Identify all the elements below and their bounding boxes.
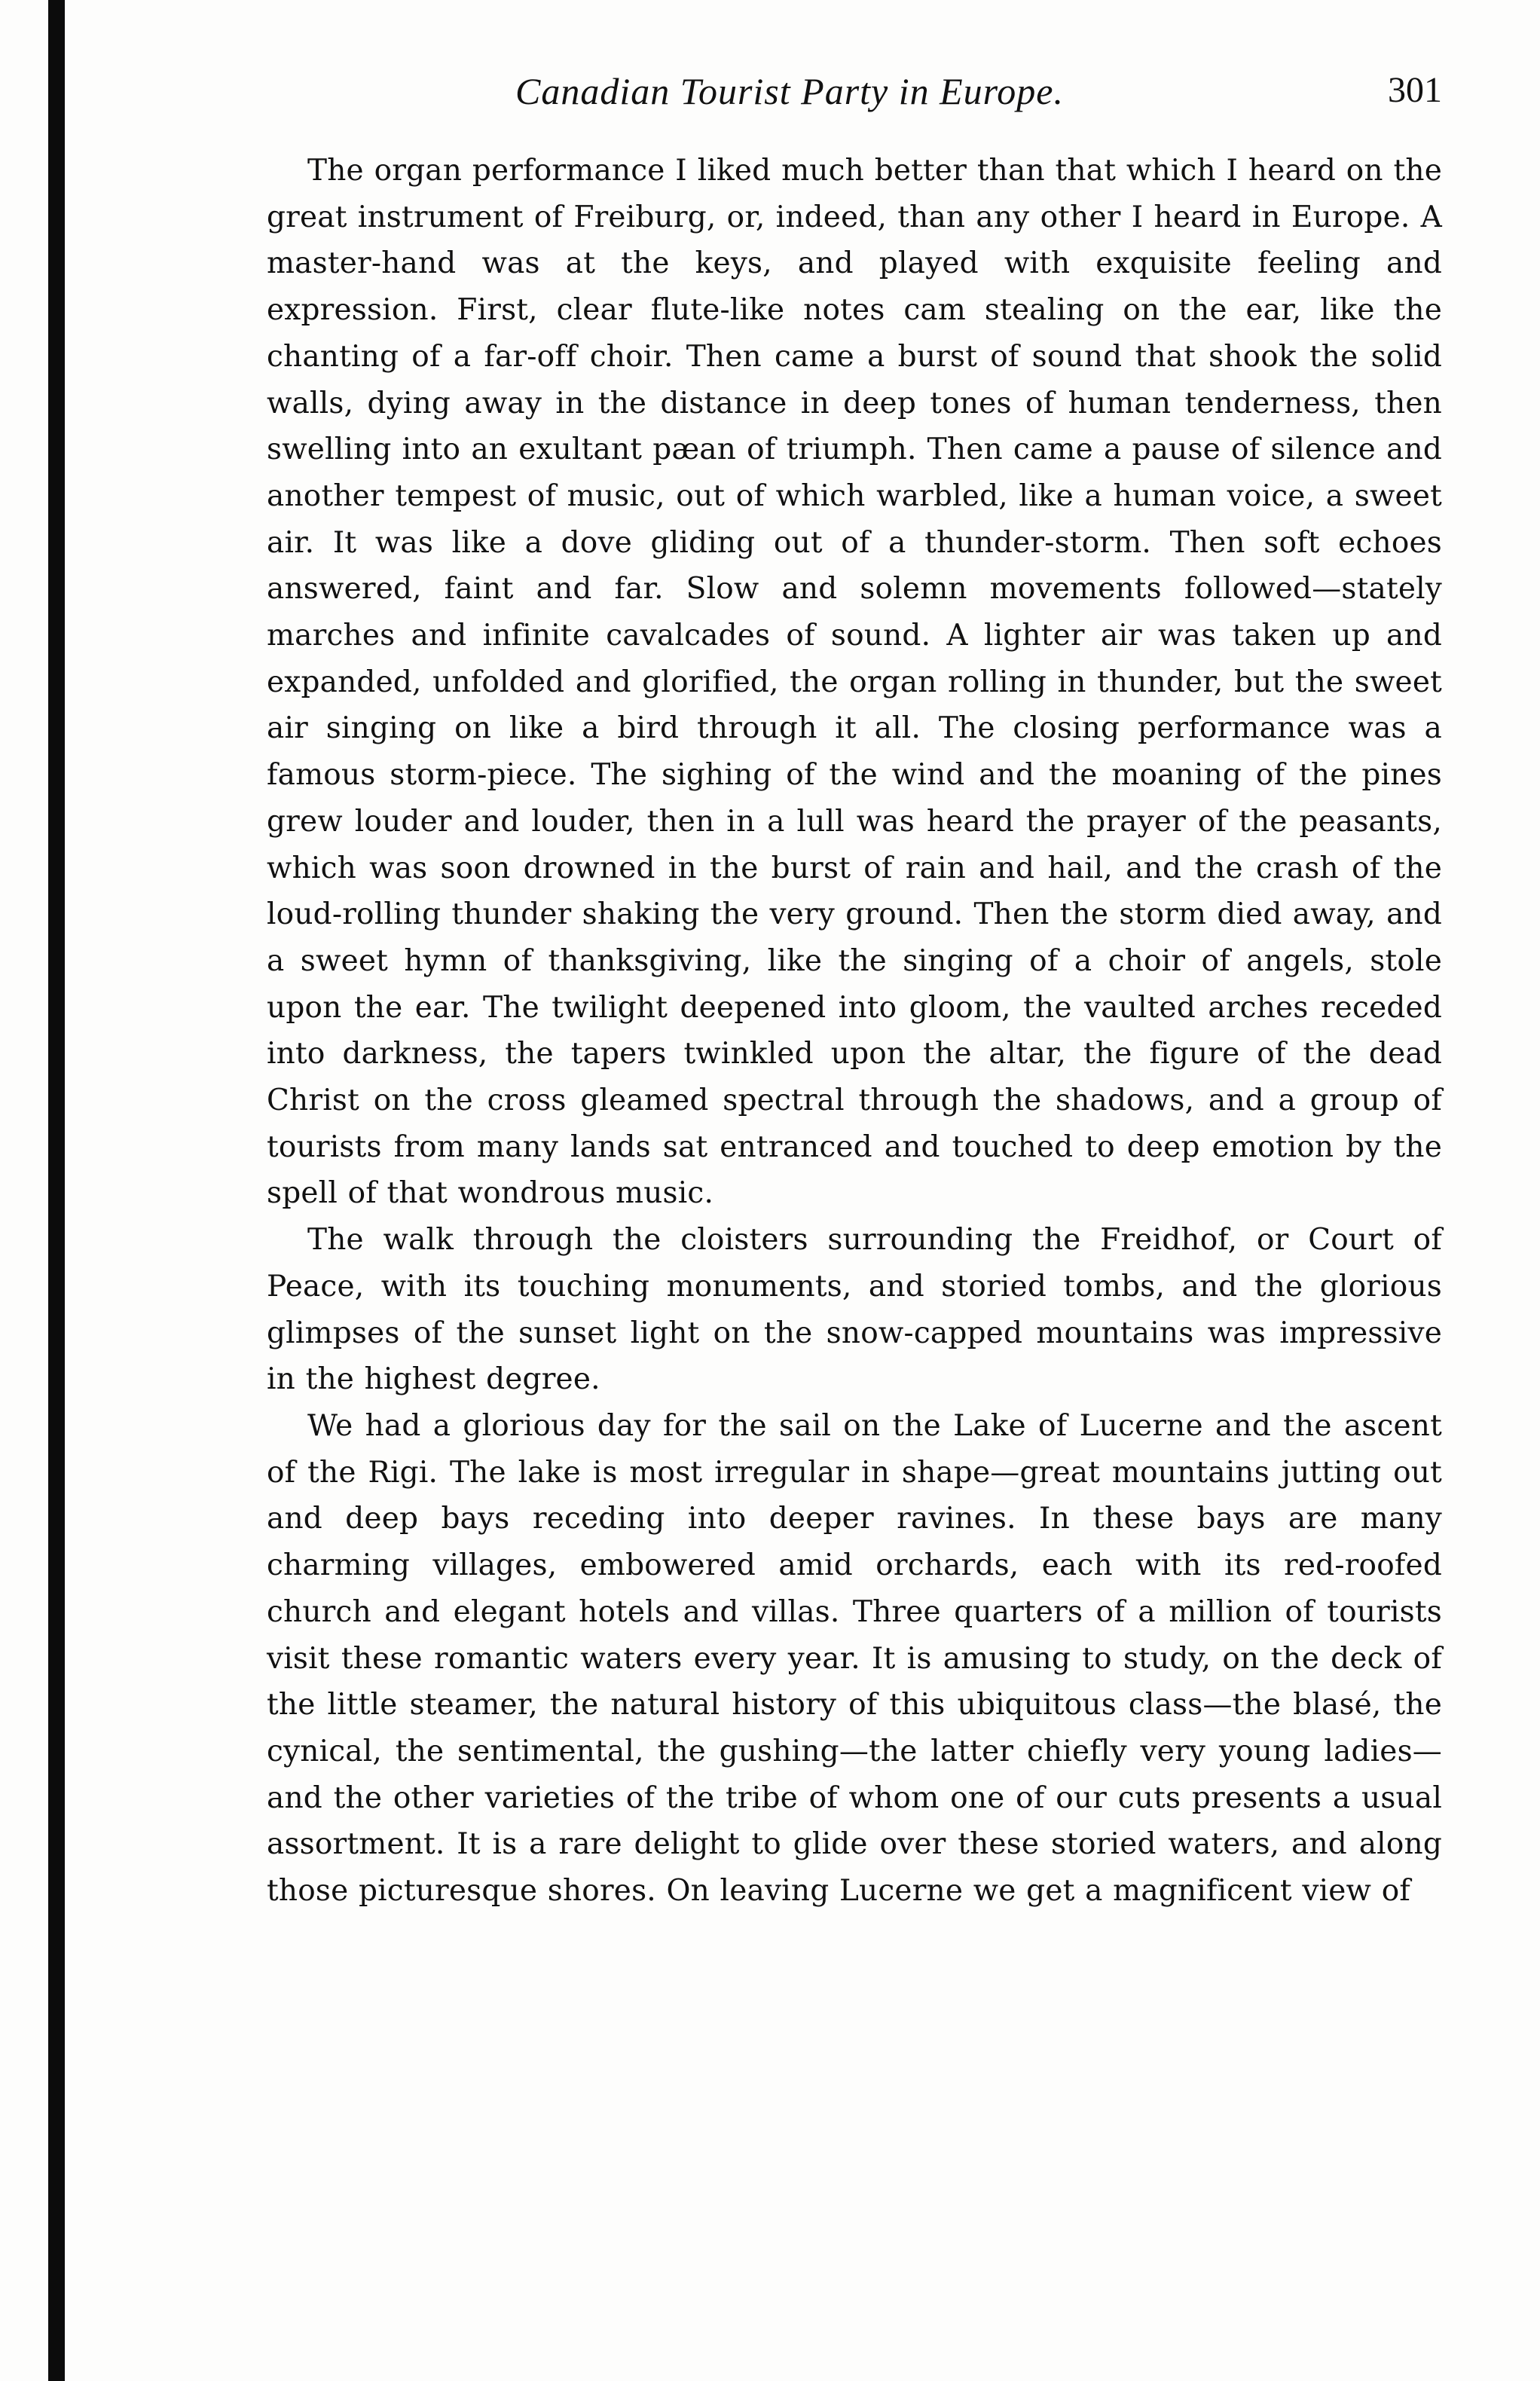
body-text <box>267 148 1442 1915</box>
binding-edge <box>48 0 65 2381</box>
running-title: Canadian Tourist Party in Europe. <box>515 70 1064 112</box>
paragraph-cloisters-walk: The walk through the cloisters surrounding the Freidhof, or Court of Peace, with its touching monuments, and storied tombs, and the glorious glimpses of the sunset light on the snow-capped mountains was impressive in the highest degree. <box>267 1223 1442 1397</box>
page-header <box>264 69 1442 115</box>
paragraph-organ-performance: The organ performance I liked much better than that which I heard on the great instrument of Freiburg, or, indeed, than any other I heard in Europe. A master-hand was at the keys, and played with exquisite feeling and expression. First, clear flute-like notes cam stealing on the ear, like the chanting of a far-off choir. Then came a burst of sound that shook the solid walls, dying away in the distance in deep tones of human tenderness, then swelling into an exultant pæan of triumph. Then came a pause of silence and another tempest of music, out of which warbled, like a human voice, a sweet air. It was like a dove gliding out of a thunder-storm. Then soft echoes answered, faint and far. Slow and solemn movements followed—stately marches and infinite cavalcades of sound. A lighter air was taken up and expanded, unfolded and glorified, the organ rolling in thunder, but the sweet air singing on like a bird through it all. The closing performance was a famous storm-piece. The sighing of the wind and the moaning of the pines grew louder and louder, then in a lull was heard the prayer of the peasants, which was soon drowned in the burst of rain and hail, and the crash of the loud-rolling thunder shaking the very ground. Then the storm died away, and a sweet hymn of thanksgiving, like the singing of a choir of angels, stole upon the ear. The twilight deepened into gloom, the vaulted arches receded into darkness, the tapers twinkled upon the altar, the figure of the dead Christ on the cross gleamed spectral through the shadows, and a group of tourists from many lands sat entranced and touched to deep emotion by the spell of that wondrous music. <box>267 154 1442 1211</box>
page-number: 301 <box>1388 70 1442 110</box>
paragraph-lake-lucerne: We had a glorious day for the sail on the Lake of Lucerne and the ascent of the Rigi. The lake is most irregular in shape—great mountains jutting out and deep bays receding into deeper ravines. In these bays are many charming villages, embowered amid orchards, each with its red-roofed church and elegant hotels and villas. Three quarters of a million of tourists visit these romantic waters every year. It is amusing to study, on the deck of the little steamer, the natural history of this ubiquitous class—the blasé, the cynical, the sentimental, the gushing—the latter chiefly very young ladies—and the other varieties of the tribe of whom one of our cuts presents a usual assortment. It is a rare delight to glide over these storied waters, and along those picturesque shores. On leaving Lucerne we get a magnificent view of <box>267 1408 1442 1909</box>
